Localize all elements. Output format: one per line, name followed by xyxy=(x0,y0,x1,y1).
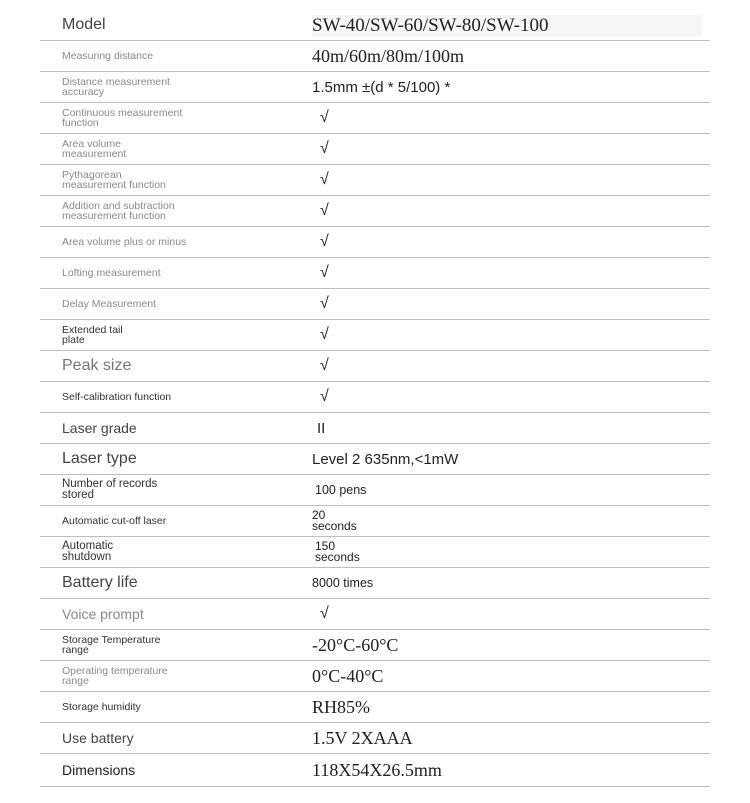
spec-row-accuracy xyxy=(40,72,710,103)
check-mark: √ xyxy=(320,109,329,126)
spec-label: Extended tail plate xyxy=(62,323,123,346)
spec-label: Peak size xyxy=(62,357,132,374)
check-mark: √ xyxy=(320,326,329,343)
spec-row-model xyxy=(40,10,710,41)
spec-label: Lofting measurement xyxy=(62,266,161,279)
spec-label: Operating temperature range xyxy=(62,664,168,687)
spec-row-laser-type xyxy=(40,444,710,475)
spec-value: 1.5V 2XAAA xyxy=(312,728,413,748)
spec-row-use-battery xyxy=(40,723,710,754)
spec-value: II xyxy=(317,419,326,437)
spec-value: -20°C-60°C xyxy=(312,635,399,655)
spec-value: 8000 times xyxy=(312,575,374,590)
check-mark: √ xyxy=(320,605,329,622)
spec-row-self-calibration xyxy=(40,382,710,413)
spec-label: Use battery xyxy=(62,730,134,746)
spec-row-measuring-distance xyxy=(40,41,710,72)
spec-label: Continuous measurement function xyxy=(62,106,183,129)
spec-value: 40m/60m/80m/100m xyxy=(312,46,465,66)
spec-row-voice-prompt xyxy=(40,599,710,630)
check-mark: √ xyxy=(320,140,329,157)
spec-value: SW-40/SW-60/SW-80/SW-100 xyxy=(312,14,549,36)
spec-label: Self-calibration function xyxy=(62,390,172,403)
spec-label: Number of records stored xyxy=(62,477,158,501)
spec-label: Laser grade xyxy=(62,420,137,436)
spec-row-pythagorean xyxy=(40,165,710,196)
spec-label: Automatic cut-off laser xyxy=(62,514,167,527)
spec-label: Storage Temperature range xyxy=(62,633,161,656)
spec-table xyxy=(40,10,710,787)
spec-label: Addition and subtraction measurement function xyxy=(62,199,175,222)
spec-value: 1.5mm ±(d * 5/100) * xyxy=(312,78,451,96)
spec-label: Dimensions xyxy=(62,762,136,778)
check-mark: √ xyxy=(320,388,329,405)
spec-row-lofting xyxy=(40,258,710,289)
spec-row-laser-grade xyxy=(40,413,710,444)
spec-value: 118X54X26.5mm xyxy=(312,760,442,780)
spec-row-area-volume-plus-minus xyxy=(40,227,710,258)
spec-row-storage-temp xyxy=(40,630,710,661)
spec-label: Voice prompt xyxy=(62,606,144,622)
spec-label: Automatic shutdown xyxy=(62,539,114,563)
spec-value: 0°C-40°C xyxy=(312,666,384,686)
spec-label: Delay Measurement xyxy=(62,297,156,310)
spec-row-continuous xyxy=(40,103,710,134)
spec-label: Model xyxy=(62,16,106,33)
spec-row-operating-temp xyxy=(40,661,710,692)
spec-label: Distance measurement accuracy xyxy=(62,75,170,98)
spec-label: Measuring distance xyxy=(62,49,154,62)
check-mark: √ xyxy=(320,233,329,250)
spec-label: Battery life xyxy=(62,574,138,591)
check-mark: √ xyxy=(320,295,329,312)
spec-value: 20 seconds xyxy=(312,507,357,533)
spec-row-extended-tail-plate xyxy=(40,320,710,351)
spec-row-battery-life xyxy=(40,568,710,599)
spec-value: Level 2 635nm,<1mW xyxy=(312,450,459,468)
spec-label: Pythagorean measurement function xyxy=(62,168,166,191)
spec-row-dimensions xyxy=(40,754,710,787)
spec-row-auto-shutdown xyxy=(40,537,710,568)
spec-label: Storage humidity xyxy=(62,700,141,713)
check-mark: √ xyxy=(320,171,329,188)
spec-row-storage-humidity xyxy=(40,692,710,723)
spec-row-peak-size xyxy=(40,351,710,382)
spec-value: RH85% xyxy=(312,697,370,717)
check-mark: √ xyxy=(320,264,329,281)
spec-label: Area volume plus or minus xyxy=(62,235,187,248)
spec-label: Area volume measurement xyxy=(62,137,127,160)
check-mark: √ xyxy=(320,357,329,374)
spec-row-area-volume xyxy=(40,134,710,165)
spec-value: 150 seconds xyxy=(315,538,360,564)
check-mark: √ xyxy=(320,202,329,219)
spec-row-auto-cutoff-laser xyxy=(40,506,710,537)
spec-row-delay xyxy=(40,289,710,320)
spec-label: Laser type xyxy=(62,450,137,467)
spec-row-add-subtract xyxy=(40,196,710,227)
spec-row-records-stored xyxy=(40,475,710,506)
spec-value: 100 pens xyxy=(315,482,367,497)
